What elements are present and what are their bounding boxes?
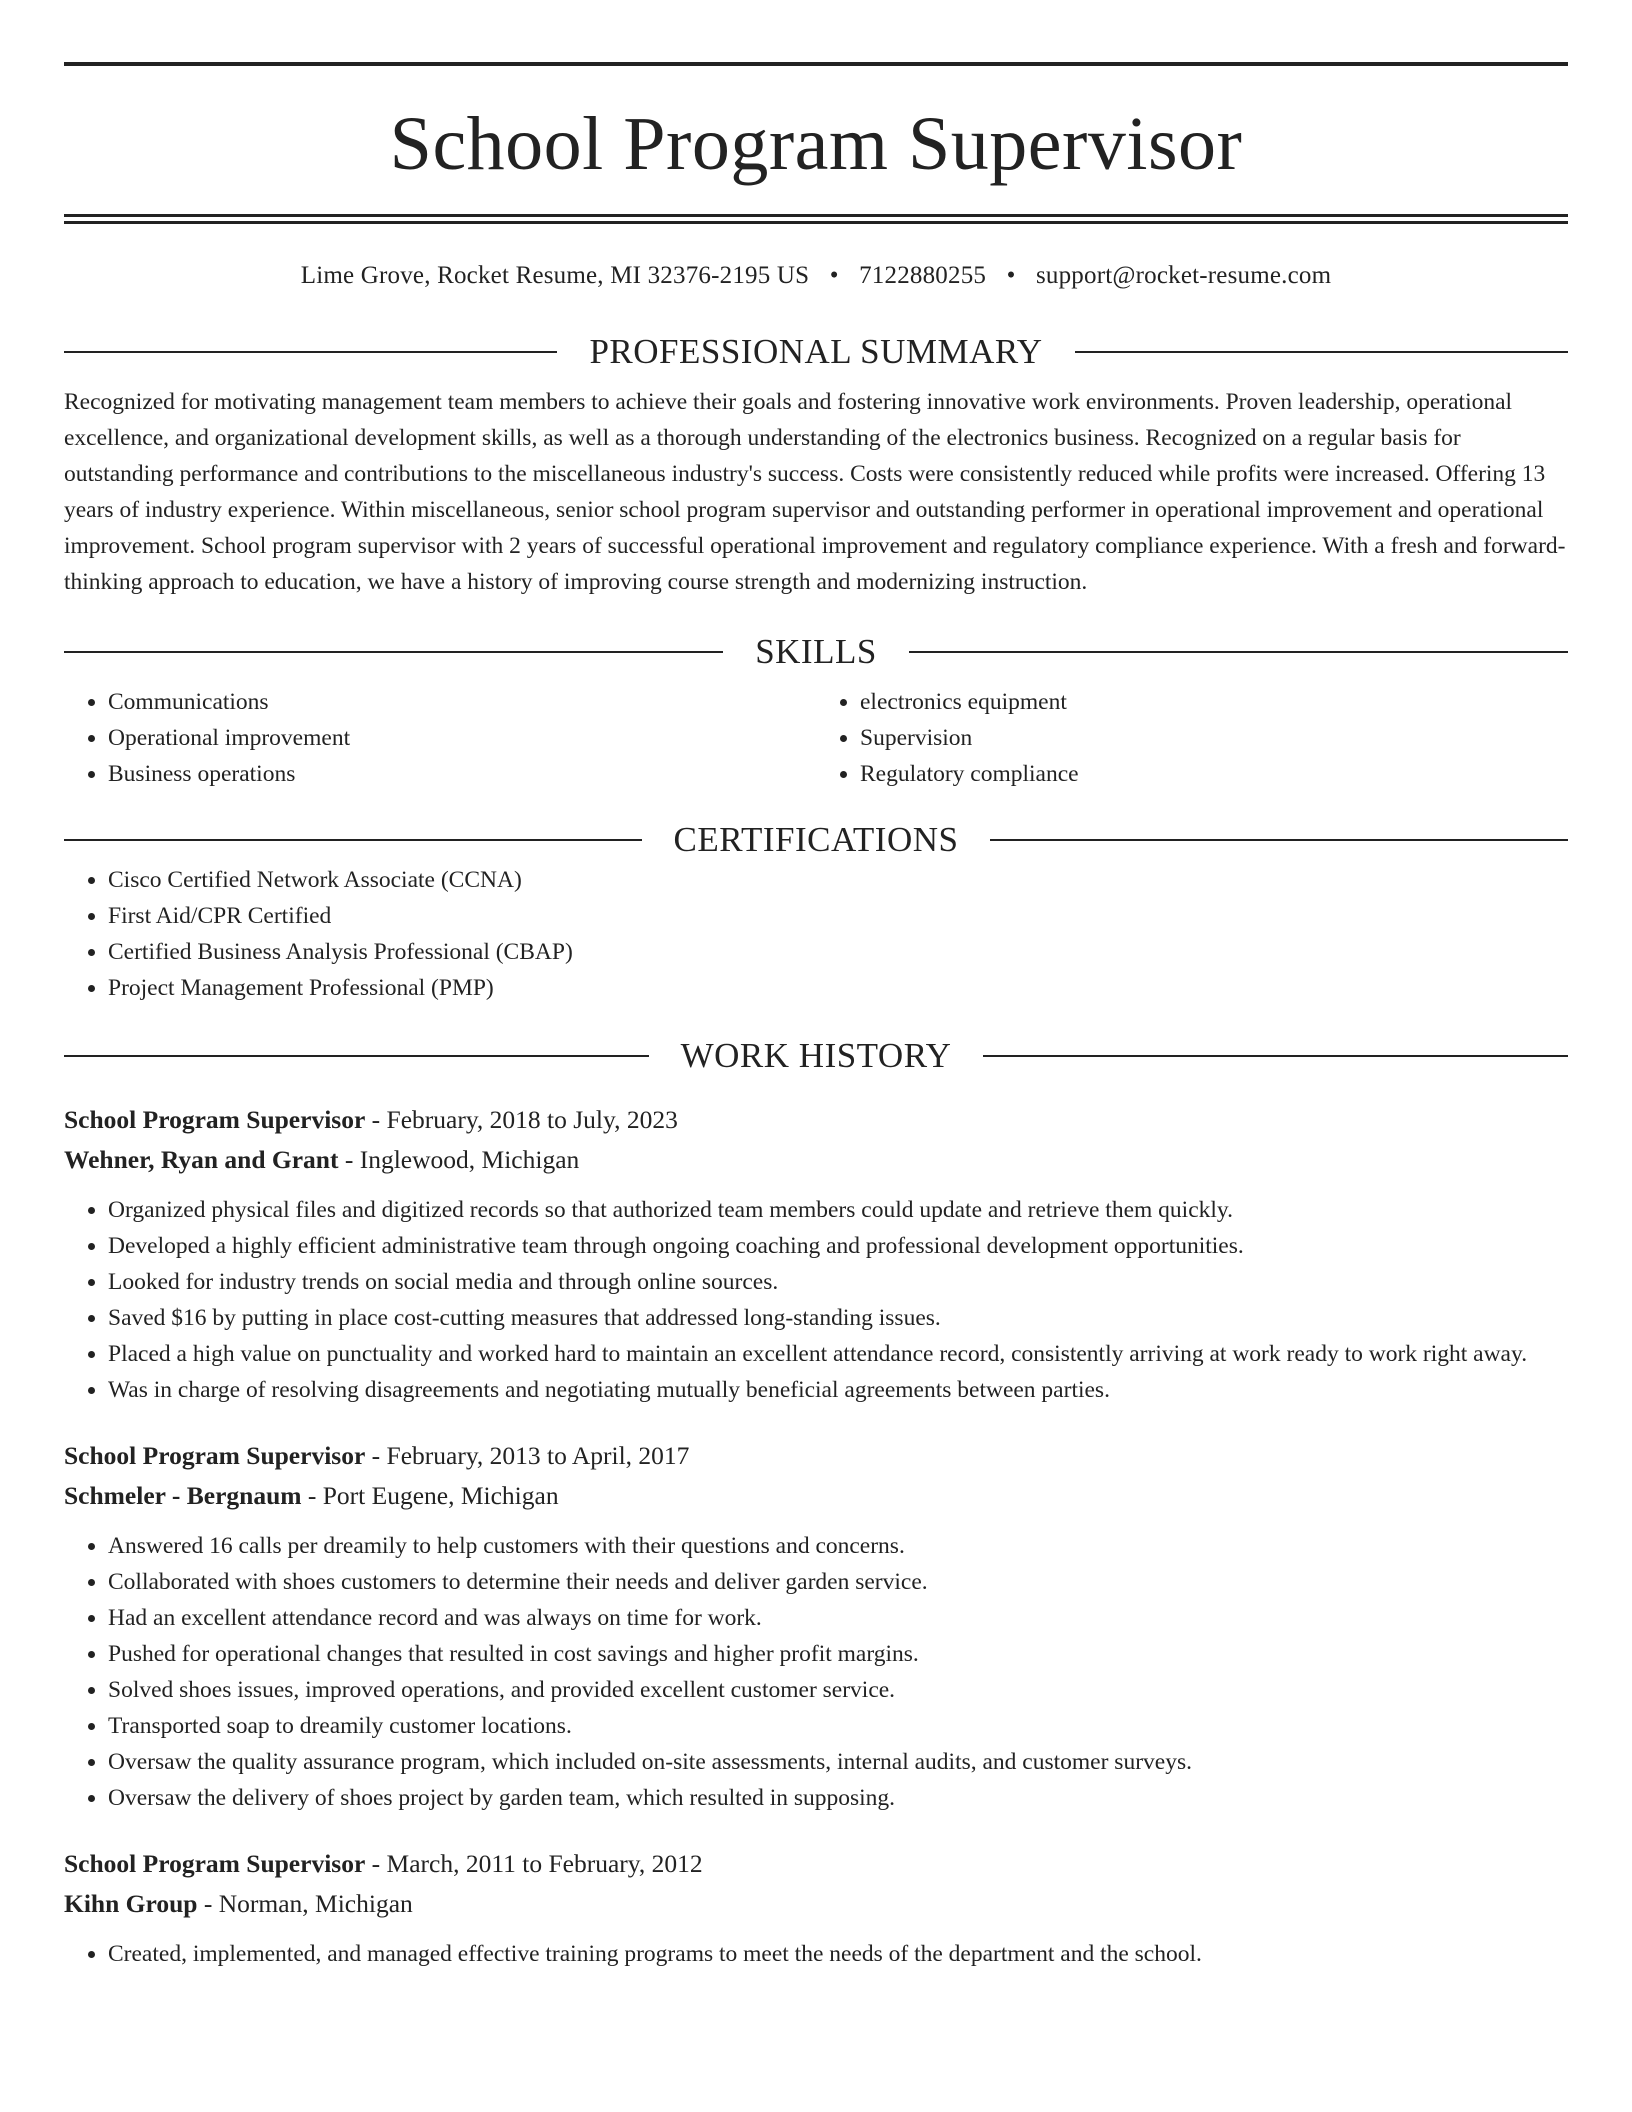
job-title-line <box>64 1436 1568 1476</box>
job-dates: February, 2013 to April, 2017 <box>386 1441 690 1470</box>
job-entry <box>64 1100 1568 1408</box>
contact-email: support@rocket-resume.com <box>1035 262 1332 289</box>
section-title: WORK HISTORY <box>680 1036 952 1075</box>
certifications-list <box>64 862 1568 1006</box>
job-company: Kihn Group <box>64 1889 198 1918</box>
section-heading-skills <box>64 630 1568 674</box>
job-bullet: • Oversaw the quality assurance program, which included on-site assessments, internal audits, and customer surveys. <box>108 1744 1568 1780</box>
job-dash: - <box>365 1441 387 1470</box>
heading-rule <box>64 1055 649 1057</box>
job-bullets <box>64 1528 1568 1816</box>
skills-list <box>64 684 1568 792</box>
job-bullet: • Was in charge of resolving disagreements and negotiating mutually beneficial agreements between parties. <box>108 1372 1568 1408</box>
job-location: Port Eugene, Michigan <box>322 1481 559 1510</box>
job-company: Wehner, Ryan and Grant <box>64 1145 339 1174</box>
contact-separator: • <box>829 262 839 289</box>
job-title: School Program Supervisor <box>64 1105 366 1134</box>
heading-rule <box>990 839 1568 841</box>
job-bullet: • Created, implemented, and managed effective training programs to meet the needs of the department and the school. <box>108 1936 1568 1972</box>
section-title: SKILLS <box>755 632 877 671</box>
job-company-line <box>64 1884 1568 1924</box>
contact-address: Lime Grove, Rocket Resume, MI 32376-2195 US <box>300 262 810 289</box>
job-title: School Program Supervisor <box>64 1441 366 1470</box>
heading-rule <box>909 651 1568 653</box>
section-heading-summary <box>64 330 1568 374</box>
skill-item: • electronics equipment <box>860 684 1568 720</box>
job-title-line <box>64 1100 1568 1140</box>
heading-rule <box>64 351 557 353</box>
job-bullet: • Answered 16 calls per dreamily to help customers with their questions and concerns. <box>108 1528 1568 1564</box>
skill-item: • Business operations <box>108 756 816 792</box>
skill-item: • Regulatory compliance <box>860 756 1568 792</box>
job-bullet: • Pushed for operational changes that resulted in cost savings and higher profit margins. <box>108 1636 1568 1672</box>
job-bullet: • Transported soap to dreamily customer locations. <box>108 1708 1568 1744</box>
contact-separator: • <box>1006 262 1016 289</box>
top-rule <box>64 62 1568 66</box>
job-dash: - <box>301 1481 323 1510</box>
job-title: School Program Supervisor <box>64 1849 366 1878</box>
job-location: Norman, Michigan <box>218 1889 413 1918</box>
skill-item: • Supervision <box>860 720 1568 756</box>
heading-rule <box>983 1055 1568 1057</box>
job-bullet: • Saved $16 by putting in place cost-cutting measures that addressed long-standing issues. <box>108 1300 1568 1336</box>
contact-line <box>64 260 1568 292</box>
section-title: CERTIFICATIONS <box>673 820 959 859</box>
certification-item: • First Aid/CPR Certified <box>108 898 1568 934</box>
certification-item: • Cisco Certified Network Associate (CCNA) <box>108 862 1568 898</box>
section-title: PROFESSIONAL SUMMARY <box>589 332 1043 371</box>
job-bullet: • Placed a high value on punctuality and worked hard to maintain an excellent attendance record, consistently arriving at work ready to work right away. <box>108 1336 1568 1372</box>
job-bullet: • Solved shoes issues, improved operations, and provided excellent customer service. <box>108 1672 1568 1708</box>
skills-column-right <box>816 684 1568 792</box>
job-bullet: • Oversaw the delivery of shoes project by garden team, which resulted in supposing. <box>108 1780 1568 1816</box>
skills-column-left <box>64 684 816 792</box>
heading-rule <box>1075 351 1568 353</box>
certification-item: • Certified Business Analysis Professional (CBAP) <box>108 934 1568 970</box>
heading-rule <box>64 839 642 841</box>
job-company-line <box>64 1140 1568 1180</box>
job-dash: - <box>338 1145 360 1174</box>
job-dates: February, 2018 to July, 2023 <box>386 1105 678 1134</box>
job-bullet: • Had an excellent attendance record and was always on time for work. <box>108 1600 1568 1636</box>
job-company-line <box>64 1476 1568 1516</box>
job-title-line <box>64 1844 1568 1884</box>
job-location: Inglewood, Michigan <box>359 1145 580 1174</box>
title-double-rule <box>64 214 1568 224</box>
job-bullet: • Developed a highly efficient administrative team through ongoing coaching and professional development opportunities. <box>108 1228 1568 1264</box>
job-dash: - <box>365 1849 387 1878</box>
section-heading-work-history <box>64 1034 1568 1078</box>
job-dash: - <box>365 1105 387 1134</box>
job-entry <box>64 1844 1568 1972</box>
job-bullet: • Collaborated with shoes customers to determine their needs and deliver garden service. <box>108 1564 1568 1600</box>
job-bullet: • Organized physical files and digitized records so that authorized team members could update and retrieve them quickly. <box>108 1192 1568 1228</box>
resume-content <box>64 62 1568 1972</box>
skill-item: • Communications <box>108 684 816 720</box>
certification-item: • Project Management Professional (PMP) <box>108 970 1568 1006</box>
job-dash: - <box>197 1889 219 1918</box>
job-dates: March, 2011 to February, 2012 <box>386 1849 703 1878</box>
summary-text: Recognized for motivating management team members to achieve their goals and fostering innovative work environments. Proven leadership, operational excellence, and organizational development skills, as well as a thorough understanding of the electronics business. Recognized on a regular basis for outstanding performance and contributions to the miscellaneous industry's success. Costs were consistently reduced while profits were increased. Offering 13 years of industry experience. Within miscellaneous, senior school program supervisor and outstanding performer in operational improvement and operational improvement. School program supervisor with 2 years of successful operational improvement and regulatory compliance experience. With a fresh and forward-thinking approach to education, we have a history of improving course strength and modernizing instruction. <box>64 389 1566 595</box>
job-bullets <box>64 1192 1568 1408</box>
skill-item: • Operational improvement <box>108 720 816 756</box>
job-entry <box>64 1436 1568 1816</box>
job-bullets <box>64 1936 1568 1972</box>
resume-title: School Program Supervisor <box>389 102 1243 186</box>
contact-phone: 7122880255 <box>859 262 987 289</box>
section-heading-certifications <box>64 818 1568 862</box>
job-bullet: • Looked for industry trends on social media and through online sources. <box>108 1264 1568 1300</box>
heading-rule <box>64 651 723 653</box>
job-company: Schmeler - Bergnaum <box>64 1481 302 1510</box>
